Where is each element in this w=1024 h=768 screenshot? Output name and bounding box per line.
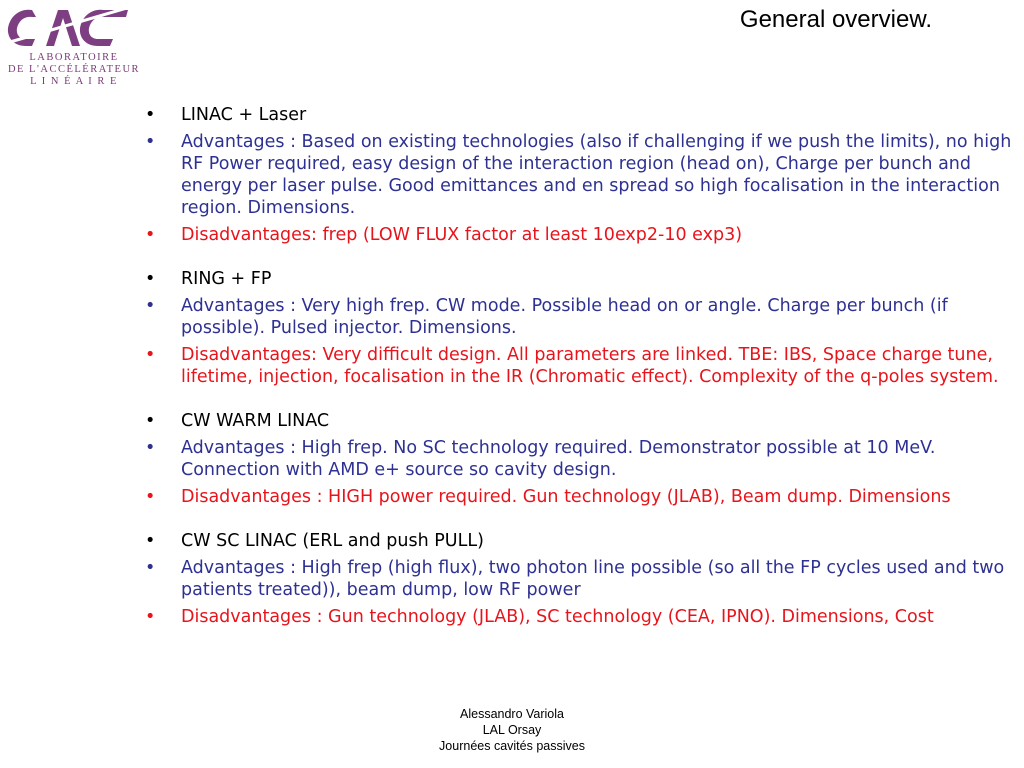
bullet-item xyxy=(145,410,1015,432)
bullet-text: Disadvantages : Gun technology (JLAB), SC technology (CEA, IPNO). Dimensions, Cost xyxy=(181,607,934,627)
bullet-dot: • xyxy=(145,296,156,316)
slide-title: General overview. xyxy=(739,6,932,33)
bullet-item xyxy=(145,104,1015,126)
bullet-dot: • xyxy=(145,438,156,458)
footer-event: Journées cavités passives xyxy=(439,739,585,753)
bullet-item xyxy=(145,437,1015,481)
bullet-dot: • xyxy=(145,487,156,507)
bullet-item xyxy=(145,224,1015,246)
logo-line-3: L I N É A I R E xyxy=(30,76,118,87)
bullet-text: Disadvantages : HIGH power required. Gun technology (JLAB), Beam dump. Dimensions xyxy=(181,487,951,507)
bullet-dot: • xyxy=(145,269,156,289)
bullet-item xyxy=(145,530,1015,552)
bullet-item xyxy=(145,557,1015,601)
lal-logo xyxy=(2,2,142,88)
bullet-text: CW SC LINAC (ERL and push PULL) xyxy=(181,531,484,551)
footer-lab: LAL Orsay xyxy=(482,723,542,737)
logo-line-1: LABORATOIRE xyxy=(29,52,119,63)
bullet-dot: • xyxy=(145,225,156,245)
bullet-dot: • xyxy=(145,105,156,125)
bullet-item xyxy=(145,268,1015,290)
bullet-list xyxy=(145,104,1015,633)
bullet-dot: • xyxy=(145,132,156,152)
bullet-text: Disadvantages: frep (LOW FLUX factor at least 10exp2-10 exp3) xyxy=(181,225,743,245)
bullet-item xyxy=(145,344,1015,388)
bullet-text: Advantages : Based on existing technologies (also if challenging if we push the limits), no high RF Power required, easy design of the interaction region (head on), Charge per bunch and energy per laser pulse. Good emittances and en spread so high focalisation in the interaction region. Dimensions. xyxy=(181,132,1012,218)
bullet-text: Advantages : Very high frep. CW mode. Possible head on or angle. Charge per bunch (if possible). Pulsed injector. Dimensions. xyxy=(181,296,948,338)
bullet-item xyxy=(145,131,1015,219)
bullet-dot: • xyxy=(145,531,156,551)
bullet-item xyxy=(145,486,1015,508)
footer-author: Alessandro Variola xyxy=(460,707,564,721)
bullet-item xyxy=(145,606,1015,628)
bullet-dot: • xyxy=(145,411,156,431)
bullet-dot: • xyxy=(145,558,156,578)
bullet-text: Advantages : High frep. No SC technology required. Demonstrator possible at 10 MeV. Connection with AMD e+ source so cavity design. xyxy=(181,438,936,480)
lal-logo-graphic xyxy=(2,2,142,52)
bullet-item xyxy=(145,295,1015,339)
bullet-dot: • xyxy=(145,345,156,365)
bullet-text: LINAC + Laser xyxy=(181,105,307,125)
footer xyxy=(412,706,612,754)
bullet-text: Advantages : High frep (high flux), two photon line possible (so all the FP cycles used and two patients treated)), beam dump, low RF power xyxy=(181,558,1005,600)
logo-line-2: DE L'ACCÉLÉRATEUR xyxy=(7,64,141,75)
bullet-text: RING + FP xyxy=(181,269,272,289)
bullet-text: Disadvantages: Very difficult design. All parameters are linked. TBE: IBS, Space charge tune, lifetime, injection, focalisation in the IR (Chromatic effect). Complexity of the q-poles system. xyxy=(181,345,999,387)
logo-text xyxy=(4,52,144,88)
bullet-text: CW WARM LINAC xyxy=(181,411,330,431)
bullet-dot: • xyxy=(145,607,156,627)
